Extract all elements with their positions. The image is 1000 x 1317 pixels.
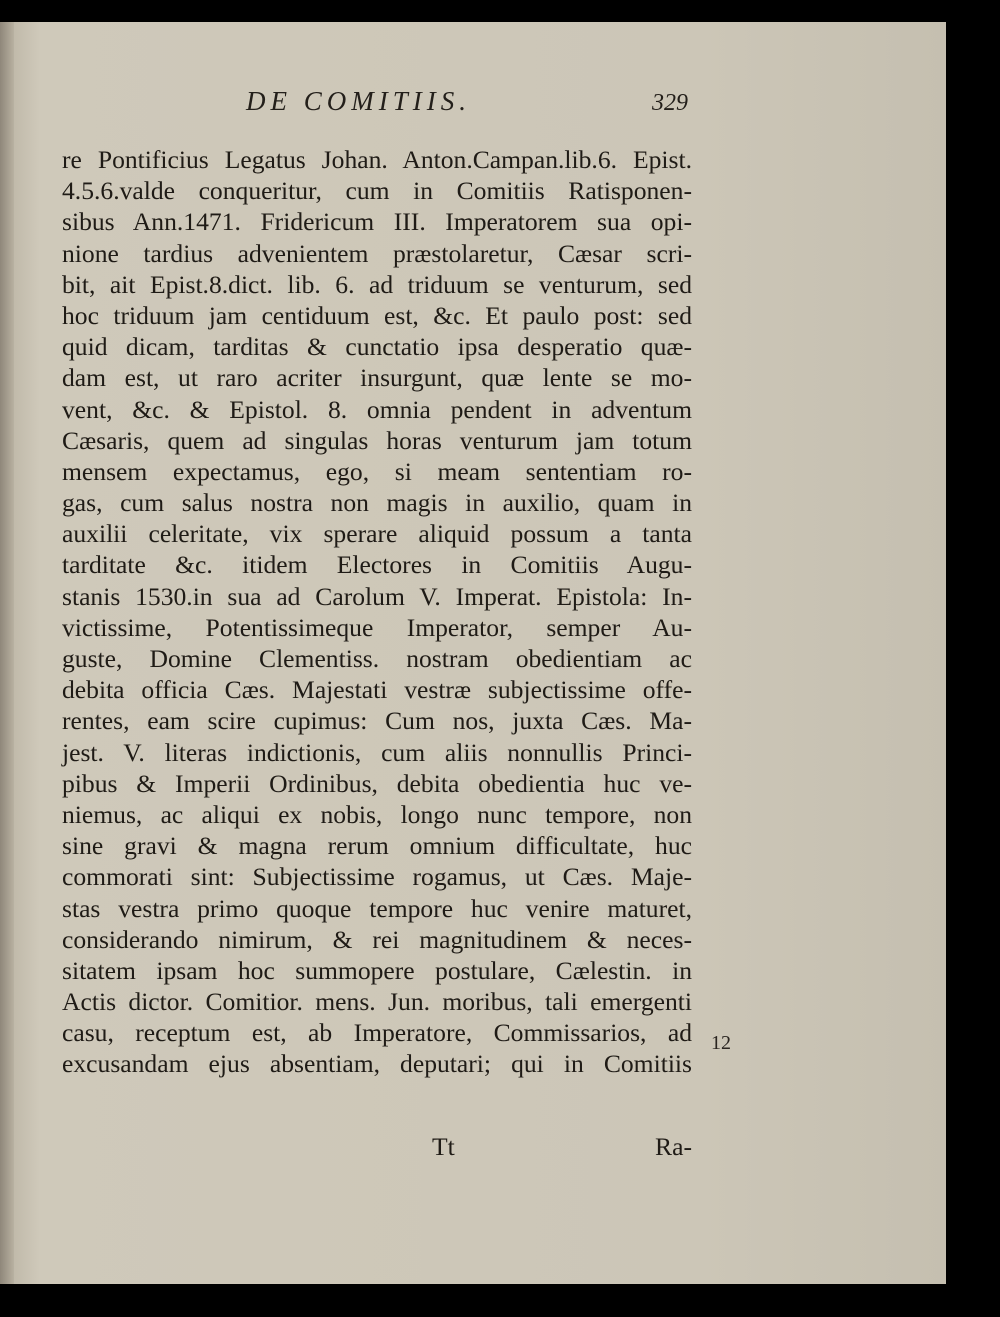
text-line: excusandam ejus absentiam, deputari; qui in Comitiis: [62, 1049, 692, 1079]
text-line: commorati sint: Subjectissime rogamus, ut Cæs. Maje-: [62, 862, 692, 892]
signature-mark: Tt: [432, 1132, 455, 1161]
text-line: tarditate &c. itidem Electores in Comitiis Augu-: [62, 550, 692, 580]
text-line: stas vestra primo quoque tempore huc venire maturet,: [62, 893, 692, 923]
text-line: pibus & Imperii Ordinibus, debita obedientia huc ve-: [62, 768, 692, 798]
text-line: victissime, Potentissimeque Imperator, semper Au-: [62, 612, 692, 642]
text-line: mensem expectamus, ego, si meam sententiam ro-: [62, 456, 692, 486]
text-line: auxilii celeritate, vix sperare aliquid possum a tanta: [62, 519, 692, 549]
text-line: gas, cum salus nostra non magis in auxilio, quam in: [62, 488, 692, 518]
margin-note: 12: [711, 1032, 731, 1054]
text-line: quid dicam, tarditas & cunctatio ipsa desperatio quæ-: [62, 332, 692, 362]
running-head: [0, 84, 946, 124]
text-line: Actis dictor. Comitior. mens. Jun. moribus, tali emergenti: [62, 987, 692, 1017]
text-line: sine gravi & magna rerum omnium difficultate, huc: [62, 831, 692, 861]
text-line: sitatem ipsam hoc summopere postulare, Cælestin. in: [62, 955, 692, 985]
page-gutter: [0, 22, 14, 1284]
text-line: debita officia Cæs. Majestati vestræ subjectissime offe-: [62, 675, 692, 705]
text-line: sibus Ann.1471. Fridericum III. Imperatorem sua opi-: [62, 207, 692, 237]
text-line: Cæsaris, quem ad singulas horas venturum jam totum: [62, 425, 692, 455]
text-line: nione tardius advenientem præstolaretur, Cæsar scri-: [62, 238, 692, 268]
book-page: [0, 22, 946, 1284]
text-line: casu, receptum est, ab Imperatore, Commissarios, ad: [62, 1018, 692, 1048]
text-line: dam est, ut raro acriter insurgunt, quæ lente se mo-: [62, 363, 692, 393]
body-text: [62, 144, 692, 1080]
text-line: vent, &c. & Epistol. 8. omnia pendent in adventum: [62, 394, 692, 424]
page-footer: [62, 1132, 692, 1162]
text-line: jest. V. literas indictionis, cum aliis nonnullis Princi-: [62, 737, 692, 767]
page-number: 329: [652, 90, 688, 116]
text-line: hoc triduum jam centiduum est, &c. Et paulo post: sed: [62, 300, 692, 330]
catchword: Ra-: [655, 1132, 692, 1161]
text-line: bit, ait Epist.8.dict. lib. 6. ad triduum se venturum, sed: [62, 269, 692, 299]
text-line: considerando nimirum, & rei magnitudinem & neces-: [62, 924, 692, 954]
text-line: re Pontificius Legatus Johan. Anton.Campan.lib.6. Epist.: [62, 145, 692, 174]
running-title: DE COMITIIS.: [246, 86, 471, 116]
text-line: 4.5.6.valde conqueritur, cum in Comitiis Ratisponen-: [62, 176, 692, 206]
text-line: rentes, eam scire cupimus: Cum nos, juxta Cæs. Ma-: [62, 706, 692, 736]
text-line: guste, Domine Clementiss. nostram obedientiam ac: [62, 644, 692, 673]
text-line: niemus, ac aliqui ex nobis, longo nunc tempore, non: [62, 799, 692, 829]
text-line: stanis 1530.in sua ad Carolum V. Imperat. Epistola: In-: [62, 581, 692, 611]
